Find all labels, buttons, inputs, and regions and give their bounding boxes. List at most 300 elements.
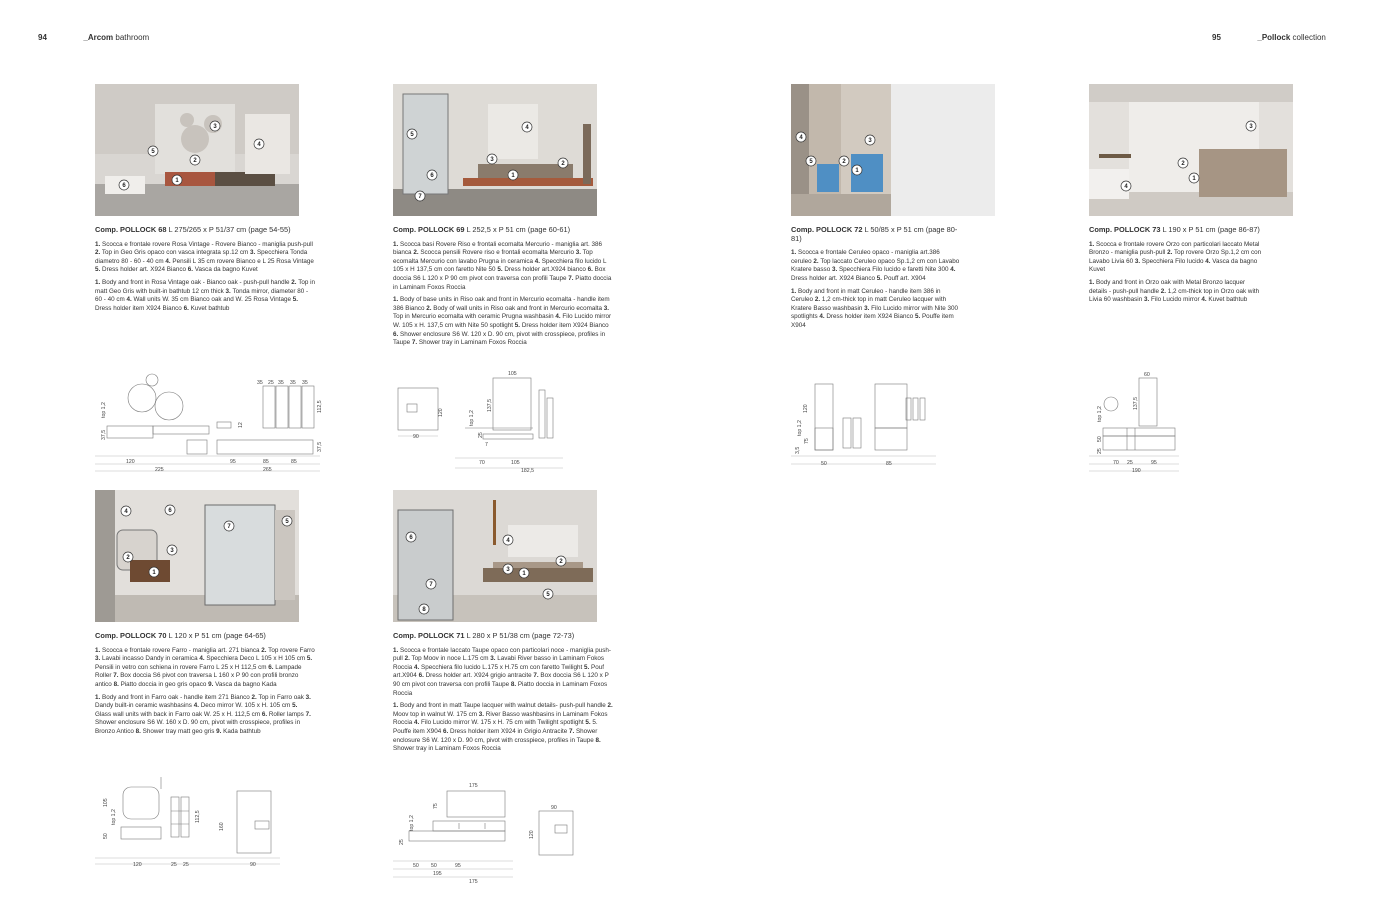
item-text: Body of wall units in Riso oak and front in Mercurio ecomalta [433, 304, 602, 312]
dim-71-8: 175 [469, 879, 478, 885]
dim-71-5: 50 [431, 863, 437, 869]
item-number: 1. [393, 240, 399, 248]
badge-69-7 [415, 191, 425, 201]
dim-68-1: 25 [268, 380, 274, 386]
dim-68-8: 12 [238, 422, 244, 428]
dim-72-0: 120 [803, 404, 809, 413]
item-number: 6. [442, 727, 449, 735]
svg-text:2: 2 [559, 559, 563, 565]
badge-71-7 [426, 579, 436, 589]
dim-73-5: 70 [1113, 460, 1119, 466]
svg-text:5: 5 [410, 132, 414, 138]
item-number: 5. [914, 313, 921, 321]
item-number: 8. [510, 680, 517, 688]
composition-69-text [393, 226, 613, 352]
item-text: Body and front in Rosa Vintage oak - Bianco oak - push-pull handle [102, 278, 290, 286]
svg-text:3: 3 [1249, 124, 1253, 130]
item-text: Moov top in walnut W. 175 cm [393, 710, 477, 718]
item-number: 6. [261, 710, 268, 718]
svg-text:6: 6 [409, 535, 413, 541]
svg-text:3: 3 [170, 548, 174, 554]
item-text: Top rovere Farro [268, 646, 315, 654]
item-text: Pouf art.X904 [393, 663, 604, 680]
badge-71-5 [543, 589, 553, 599]
svg-text:4: 4 [799, 135, 803, 141]
item-number: 2. [1167, 249, 1173, 257]
dim-71-4: 50 [413, 863, 419, 869]
item-number: 4. [414, 663, 420, 671]
badge-69-3 [487, 154, 497, 164]
item-text: Shower tray in Laminam Foxos Roccia [418, 339, 527, 347]
dim-73-4: 25 [1097, 448, 1103, 454]
badge-70-5 [282, 516, 292, 526]
item-number: 5. [876, 274, 883, 282]
item-number: 2. [426, 304, 432, 312]
svg-text:6: 6 [168, 508, 172, 514]
item-text: Filo Lucido mirror [1150, 296, 1200, 304]
item-number: 2. [607, 702, 613, 710]
item-number: 3. [95, 655, 101, 663]
left-brand: _Arcom [83, 33, 114, 42]
item-text: Vasca da bagno Kuvet [1089, 257, 1258, 274]
badge-68-3 [210, 121, 220, 131]
composition-title [791, 226, 961, 243]
badge-71-6 [406, 532, 416, 542]
description-it [393, 241, 613, 293]
dim-72-2: 75 [804, 438, 810, 444]
item-number: 2. [261, 646, 267, 654]
composition-70-text [95, 632, 315, 741]
svg-text:4: 4 [525, 125, 529, 131]
dim-68-10: 120 [126, 459, 135, 465]
dim-69-3: 137,5 [487, 399, 493, 412]
badge-70-6 [165, 505, 175, 515]
badge-71-8 [419, 604, 429, 614]
item-number: 3. [831, 266, 838, 274]
item-text: Top laccato Ceruleo opaco Sp.1,2 cm con Lavabo Kratere basso [791, 257, 960, 274]
item-number: 7. [568, 274, 574, 282]
photo-69-badges [393, 84, 597, 216]
item-text: Roller lamps [268, 710, 304, 718]
item-text: Piatto doccia in Laminam Foxos Roccia [393, 680, 608, 697]
svg-text:4: 4 [1124, 184, 1128, 190]
item-text: Top Moov in noce L.175 cm [411, 655, 489, 663]
item-number: 6. [418, 672, 424, 680]
dim-73-0: 60 [1144, 372, 1150, 378]
description-en [95, 694, 315, 737]
description-en [393, 702, 613, 754]
badge-72-4 [796, 132, 806, 142]
item-number: 1. [1089, 278, 1095, 286]
drawing-pollock-69 [393, 368, 573, 478]
badge-71-2 [556, 556, 566, 566]
item-text: Dress holder item X924 Bianco [95, 304, 182, 312]
item-text: 5. Pouffe item X904 [393, 719, 598, 735]
badge-70-1 [149, 567, 159, 577]
item-number: 5. [292, 702, 298, 710]
item-number: 1. [1089, 240, 1095, 248]
item-number: 5. [497, 266, 503, 274]
photo-72-badges [791, 84, 995, 216]
dim-69-6: 7 [485, 442, 488, 448]
svg-text:3: 3 [213, 124, 217, 130]
item-number: 2. [95, 249, 101, 257]
item-text: Scocca e frontale Ceruleo opaco - maniglia art.386 ceruleo [791, 249, 940, 265]
item-text: Scocca basi Rovere Riso e frontali ecomalta Mercurio - maniglia art. 386 bianca [393, 240, 602, 257]
item-text: Shower enclosure S6 W. 120 x D. 90 cm, pivot with crosspiece, profiles in Taupe [393, 330, 606, 347]
badge-68-1 [172, 175, 182, 185]
item-text: Top in Geo Gris opaco con vasca integrata sp.12 cm [101, 249, 249, 257]
dim-68-3: 35 [290, 380, 296, 386]
dim-68-13: 85 [263, 459, 269, 465]
item-number: 4. [165, 257, 171, 265]
composition-dims: L 50/85 x P 51 cm (page 80-81) [791, 225, 958, 243]
item-number: 7. [533, 672, 539, 680]
svg-text:8: 8 [422, 607, 426, 613]
dim-73-3: 50 [1097, 436, 1103, 442]
composition-code: Comp. POLLOCK 73 [1089, 225, 1161, 234]
badge-72-5 [806, 156, 816, 166]
item-number: 3. [249, 249, 256, 257]
dim-70-6: 25 [171, 862, 177, 868]
item-text: Specchiera Filo lucido [1141, 257, 1204, 265]
item-number: 5. [584, 663, 590, 671]
item-text: Dandy built-in ceramic washbasins [95, 702, 192, 710]
photo-70-badges [95, 490, 299, 622]
item-number: 2. [291, 278, 297, 286]
item-text: Dress holder art.X924 bianco [504, 266, 586, 274]
item-number: 3. [1134, 257, 1141, 265]
svg-text:1: 1 [511, 173, 515, 179]
description-en [393, 296, 613, 348]
svg-text:7: 7 [429, 582, 433, 588]
description-it [95, 241, 315, 275]
dim-68-11: 225 [155, 467, 164, 473]
item-number: 1. [393, 646, 399, 654]
item-number: 7. [411, 339, 418, 347]
item-number: 9. [216, 727, 222, 735]
photo-71-badges [393, 490, 597, 622]
dim-72-1: top 1,2 [797, 420, 803, 436]
item-text: Scocca e frontale rovere Farro - maniglia art. 271 bianca [102, 646, 260, 654]
item-number: 4. [126, 296, 132, 304]
composition-dims: L 275/265 x P 51/37 cm (page 54-55) [168, 225, 291, 234]
badge-70-7 [224, 521, 234, 531]
description-it [95, 647, 315, 690]
item-text: Glass wall units with back in Farro oak W. 25 x H. 112,5 cm [95, 710, 261, 718]
item-text: Body and front in Farro oak - handle item 271 Bianco [102, 693, 250, 701]
badge-69-1 [508, 170, 518, 180]
badge-73-2 [1178, 158, 1188, 168]
item-number: 1. [95, 240, 101, 248]
svg-text:1: 1 [1192, 176, 1196, 182]
badge-70-2 [123, 552, 133, 562]
dim-68-2: 35 [278, 380, 284, 386]
item-text: Piatto doccia in Laminam Foxos Roccia [393, 274, 612, 291]
item-text: Dress holder art. X924 grigio antracite [425, 672, 532, 680]
item-number: 7. [568, 727, 575, 735]
dim-71-0: 175 [469, 783, 478, 789]
dim-70-2: 50 [103, 833, 109, 839]
item-text: Vasca da bagno Kada [215, 680, 277, 688]
item-number: 6. [183, 304, 189, 312]
dim-70-4: 160 [219, 822, 225, 831]
dim-69-0: 120 [438, 408, 444, 417]
badge-68-5 [148, 146, 158, 156]
item-number: 2. [413, 249, 419, 257]
photo-68-badges [95, 84, 299, 216]
item-text: Scocca pensili Rovere riso e frontali ecomalta Mercurio [420, 249, 574, 257]
item-text: Box doccia S6 L 120 x P 90 cm pivot con traversa con profili Taupe [393, 672, 609, 688]
left-section: bathroom [115, 33, 150, 42]
dim-73-6: 25 [1127, 460, 1133, 466]
dim-73-8: 190 [1132, 468, 1141, 474]
item-number: 8. [595, 736, 601, 744]
item-text: Dress holder art. X924 Bianco [102, 266, 187, 274]
item-text: Shower enclosure S6 W. 160 x D. 90 cm, pivot with crosspiece, profiles in Bronzo Antico [95, 719, 301, 735]
dim-69-8: 105 [511, 460, 520, 466]
item-number: 4. [193, 702, 199, 710]
dim-68-4: 35 [302, 380, 308, 386]
item-text: Box doccia S6 L 120 x P 90 cm pivot con traversa con profili Taupe [393, 266, 606, 282]
composition-code: Comp. POLLOCK 71 [393, 631, 465, 640]
item-number: 3. [478, 710, 485, 718]
item-number: 3. [603, 304, 609, 312]
item-text: Body and front in Orzo oak with Metal Bronzo lacquer details - push-pull handle [1089, 278, 1246, 295]
dim-71-7: 195 [433, 871, 442, 877]
item-number: 5. [585, 719, 591, 727]
svg-text:1: 1 [522, 571, 526, 577]
item-text: Lampade Roller [95, 663, 302, 680]
dim-71-3: 25 [399, 839, 405, 845]
item-text: Vasca da bagno Kuvet [194, 266, 258, 274]
item-number: 3. [490, 655, 496, 663]
item-number: 1. [791, 287, 797, 295]
composition-dims: L 252,5 x P 51 cm (page 60-61) [466, 225, 571, 234]
svg-text:4: 4 [257, 142, 261, 148]
dim-68-14: 85 [291, 459, 297, 465]
item-text: Specchiera Tonda diametro 80 - 60 - 40 cm [95, 249, 308, 265]
item-number: 4. [819, 313, 825, 321]
item-number: 8. [113, 680, 119, 688]
svg-text:3: 3 [868, 138, 872, 144]
badge-68-6 [119, 180, 129, 190]
item-text: Dress holder item X924 Bianco [521, 321, 609, 329]
composition-code: Comp. POLLOCK 72 [791, 225, 863, 234]
dim-73-7: 95 [1151, 460, 1157, 466]
item-text: Top in matt Geo Gris with built-in bathtub 12 cm thick [95, 278, 315, 295]
badge-68-2 [190, 155, 200, 165]
dim-69-7: 70 [479, 460, 485, 466]
item-text: Top in Farro oak [258, 693, 304, 701]
right-page-number: 95 [1212, 33, 1221, 42]
item-number: 2. [814, 296, 821, 304]
dim-70-8: 90 [250, 862, 256, 868]
composition-68-text [95, 226, 315, 317]
item-text: Pensili in vetro con schiena in rovere Farro L 25 x H 112,5 cm [95, 663, 267, 671]
item-number: 7. [305, 710, 311, 718]
item-text: Filo Lucido mirror W. 175 x H. 75 cm with Twilight spotlight [421, 719, 584, 727]
item-text: Wall units W. 35 cm Bianco oak and W. 25 Rosa Vintage [133, 296, 292, 304]
item-number: 2. [1160, 287, 1167, 295]
description-en [95, 279, 315, 313]
drawing-pollock-70 [95, 775, 285, 875]
item-number: 3. [305, 693, 311, 701]
dim-71-2: top 1,2 [409, 815, 415, 831]
badge-72-2 [839, 156, 849, 166]
item-text: 1,2 cm-thick top in Orzo oak with Livia 60 washbasin [1089, 287, 1260, 304]
svg-text:2: 2 [1181, 161, 1185, 167]
badge-73-3 [1246, 121, 1256, 131]
svg-text:2: 2 [561, 161, 565, 167]
badge-72-3 [865, 135, 875, 145]
composition-code: Comp. POLLOCK 68 [95, 225, 167, 234]
item-text: Specchiera Deco L 105 x H 105 cm [206, 655, 306, 663]
item-text: Dress holder item X924 Bianco [826, 313, 914, 321]
item-text: Scocca e frontale laccato Taupe opaco con particolari noce - maniglia push-pull [393, 646, 611, 663]
composition-code: Comp. POLLOCK 69 [393, 225, 465, 234]
badge-69-2 [558, 158, 568, 168]
item-number: 7. [113, 672, 119, 680]
item-text: Specchiera filo lucido L 105 x H 137,5 cm con faretto Nite 50 [393, 257, 607, 274]
dim-73-1: 137,5 [1133, 397, 1139, 410]
badge-72-1 [852, 165, 862, 175]
item-number: 2. [813, 257, 819, 265]
dim-68-12: 95 [230, 459, 236, 465]
svg-text:4: 4 [124, 509, 128, 515]
dim-70-5: 120 [133, 862, 142, 868]
svg-text:2: 2 [842, 159, 846, 165]
dim-73-2: top 1,2 [1097, 406, 1103, 422]
right-section: collection [1292, 33, 1326, 42]
dim-69-5: 25 [478, 432, 484, 438]
right-brand: _Pollock [1257, 33, 1291, 42]
item-text: Body and front in matt Taupe lacquer with walnut details- push-pull handle [400, 702, 606, 710]
item-number: 1. [95, 278, 101, 286]
item-number: 8. [135, 727, 141, 735]
badge-73-4 [1121, 181, 1131, 191]
item-text: Deco mirror W. 105 x H. 105 cm [200, 702, 291, 710]
item-text: Kuvet bathtub [1208, 296, 1248, 304]
badge-71-3 [503, 564, 513, 574]
dim-69-1: 90 [413, 434, 419, 440]
svg-text:1: 1 [175, 178, 179, 184]
composition-71-text [393, 632, 613, 758]
svg-text:7: 7 [418, 194, 422, 200]
drawing-pollock-68 [95, 368, 325, 478]
dim-71-6: 95 [455, 863, 461, 869]
description-it [393, 647, 613, 699]
dim-72-4: 50 [821, 461, 827, 467]
badge-69-4 [522, 122, 532, 132]
svg-text:3: 3 [490, 157, 494, 163]
description-en [1089, 279, 1264, 305]
dim-70-7: 25 [183, 862, 189, 868]
svg-text:1: 1 [152, 570, 156, 576]
composition-dims: L 190 x P 51 cm (page 86-87) [1162, 225, 1260, 234]
composition-dims: L 120 x P 51 cm (page 64-65) [168, 631, 266, 640]
composition-title [95, 226, 315, 235]
item-number: 2. [404, 655, 410, 663]
dim-72-5: 85 [886, 461, 892, 467]
item-text: Lavabi River basso in Laminam Fokos Roccia [393, 655, 604, 671]
item-text: Box doccia S6 pivot con traversa L 160 x P 90 con profili bronzo antico [95, 672, 299, 688]
badge-70-4 [121, 506, 131, 516]
item-text: Shower enclosure S6 W. 120 x D. 90 cm, pivot with crosspiece, profiles in Taupe [393, 727, 598, 744]
item-text: Scocca e frontale rovere Rosa Vintage - Rovere Bianco - maniglia push-pull [102, 240, 313, 248]
left-page-header [38, 33, 149, 42]
item-number: 5. [306, 655, 313, 663]
badge-68-4 [254, 139, 264, 149]
item-text: Dress holder item X924 in Grigio Antracite [449, 727, 568, 735]
dim-68-5: 112,5 [317, 400, 323, 413]
svg-text:3: 3 [506, 567, 510, 573]
item-text: Top rovere Orzo Sp.1,2 cm con Lavabo Livia 60 [1089, 249, 1262, 265]
item-text: Body and front in matt Ceruleo - handle item 386 in Ceruleo [791, 287, 941, 304]
svg-text:5: 5 [809, 159, 813, 165]
dim-68-6: 37,5 [317, 441, 323, 452]
drawing-pollock-71 [393, 775, 583, 887]
item-number: 6. [587, 266, 593, 274]
item-number: 9. [208, 680, 214, 688]
item-number: 4. [534, 257, 541, 265]
badge-73-1 [1189, 173, 1199, 183]
svg-text:7: 7 [227, 524, 231, 530]
badge-69-5 [407, 129, 417, 139]
dim-72-3: 3,5 [795, 446, 801, 454]
dim-69-4: top 1,2 [469, 410, 475, 426]
dim-69-9: 182,5 [521, 468, 534, 474]
item-number: 1. [791, 249, 797, 257]
composition-code: Comp. POLLOCK 70 [95, 631, 167, 640]
dim-71-1: 75 [433, 803, 439, 809]
dim-70-1: top 1,2 [111, 809, 117, 825]
svg-text:6: 6 [430, 173, 434, 179]
dim-70-0: 105 [103, 798, 109, 807]
badge-70-3 [167, 545, 177, 555]
composition-title [1089, 226, 1264, 235]
item-text: Tonda mirror, diameter 80 - 60 - 40 cm [95, 287, 309, 304]
composition-title [95, 632, 315, 641]
item-number: 2. [251, 693, 257, 701]
item-number: 4. [199, 655, 205, 663]
dim-68-15: 265 [263, 467, 272, 473]
svg-text:2: 2 [126, 555, 130, 561]
item-number: 4. [1201, 296, 1207, 304]
composition-73-text [1089, 226, 1264, 309]
item-number: 5. [95, 266, 101, 274]
item-text: Dress holder art. X924 Bianco [791, 274, 876, 282]
right-page-header [1212, 33, 1326, 42]
badge-71-4 [503, 535, 513, 545]
item-text: Body of base units in Riso oak and front in Mercurio ecomalta - handle item 386 Bianco [393, 296, 610, 312]
item-number: 4. [555, 313, 561, 321]
item-text: Top in Mercurio ecomalta with ceramic Prugna washbasin [393, 313, 554, 321]
item-number: 3. [1143, 296, 1150, 304]
item-text: Shower tray matt geo gris [142, 727, 215, 735]
composition-title [393, 226, 613, 235]
photo-73-badges [1089, 84, 1293, 216]
badge-71-1 [519, 568, 529, 578]
item-number: 4. [1205, 257, 1211, 265]
item-text: Specchiera filo lucido L.175 x H.75 cm con faretto Twilight [421, 663, 583, 671]
item-number: 4. [414, 719, 420, 727]
dim-70-3: 112,5 [195, 810, 201, 823]
item-text: Top ecomalta Mercurio con lavabo Prugna in ceramica [393, 249, 593, 265]
item-text: Filo Lucido mirror W. 105 x H. 137,5 cm with Nite 50 spotlight [393, 313, 612, 329]
drawing-pollock-73 [1089, 368, 1189, 478]
item-text: Scocca e frontale rovere Orzo con particolari laccato Metal Bronzo - maniglia push-pull [1089, 240, 1260, 257]
